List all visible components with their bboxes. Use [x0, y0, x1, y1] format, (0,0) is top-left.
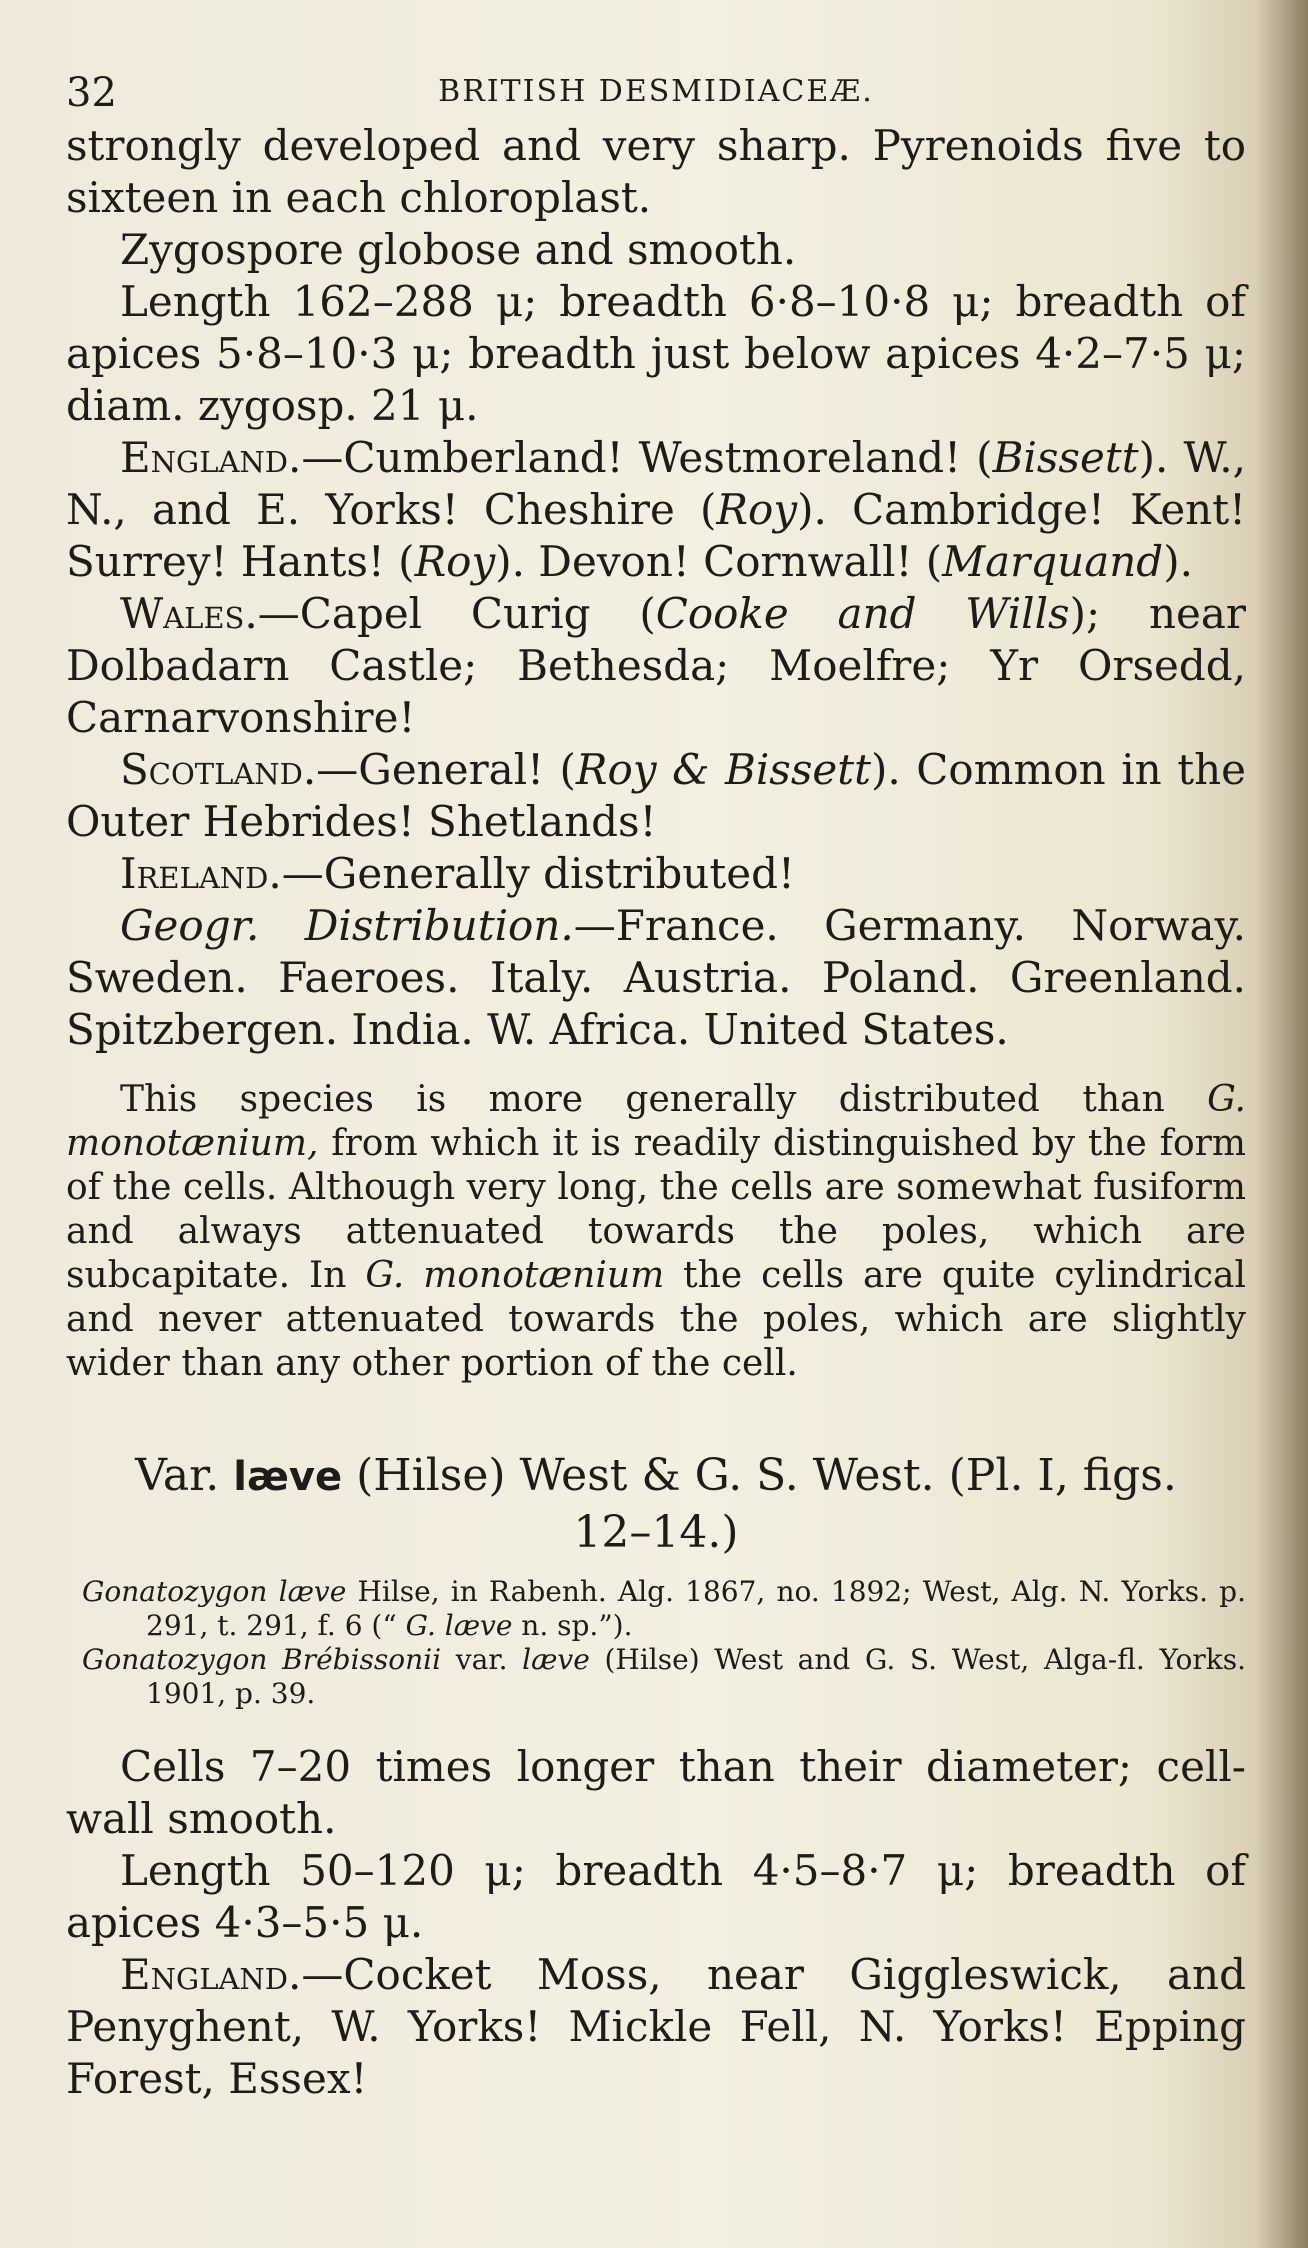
region-label-ireland: Ireland.	[120, 849, 282, 898]
variety-england-distribution	[66, 1949, 1246, 2105]
region-label-scotland: Scotland.	[120, 745, 317, 794]
england-text-d: ). Devon! Cornwall! (	[495, 537, 943, 586]
scotland-text-b: ). Common in the Outer Hebrides! Shetlands!	[66, 745, 1246, 846]
england-distribution	[66, 432, 1246, 588]
note-species-ref-2: G. monotænium	[365, 1255, 665, 1296]
note-text-b: from which it is readily distinguished by the form of the cells. Although very long, the cells are somewhat fusiform and always attenuated towards the poles, which are subcapitate. In	[66, 1123, 1246, 1296]
england-text-a: —Cumberland! Westmoreland! (	[301, 433, 993, 482]
synonym-1	[66, 1575, 1246, 1643]
variety-description: Cells 7–20 times longer than their diameter; cell-wall smooth.	[66, 1742, 1246, 1843]
variety-heading	[106, 1448, 1206, 1561]
note-text-a: This species is more generally distributed than	[120, 1079, 1208, 1120]
collector-roy-2: Roy	[414, 537, 496, 586]
synonym-2-name: Gonatozygon Brébissonii	[82, 1643, 442, 1676]
synonym-1-text: Hilse, in Rabenh. Alg. 1867, no. 1892; West, Alg. N. Yorks. p. 291, t. 291, f. 6 (“	[146, 1575, 1246, 1642]
geogr-label: Geogr. Distribution.	[120, 901, 574, 950]
variety-suffix: (Hilse) West & G. S. West. (Pl. I, figs. 12–14.)	[342, 1450, 1177, 1558]
synonym-2-mid: var.	[441, 1643, 523, 1676]
variety-region-label-england: England.	[120, 1950, 302, 1999]
variety-measurements: Length 50–120 μ; breadth 4·5–8·7 μ; breadth of apices 4·3–5·5 μ.	[66, 1846, 1246, 1947]
scotland-text-a: —General! (	[316, 745, 576, 794]
wales-distribution	[66, 588, 1246, 744]
variety-name: læve	[233, 1454, 343, 1500]
collector-marquand: Marquand	[942, 537, 1164, 586]
page-number: 32	[66, 70, 117, 116]
england-text-c: ). Cambridge! Kent! Surrey! Hants! (	[66, 485, 1246, 586]
synonym-2-text: (Hilse) West and G. S. West, Alga-fl. Yorks. 1901, p. 39.	[146, 1643, 1246, 1710]
wales-text-b: ); near Dolbadarn Castle; Bethesda; Moelfre; Yr Orsedd, Carnarvonshire!	[66, 589, 1246, 742]
page-content	[66, 60, 1246, 2105]
measurements: Length 162–288 μ; breadth 6·8–10·8 μ; breadth of apices 5·8–10·3 μ; breadth just below apices 4·2–7·5 μ; diam. zygosp. 21 μ.	[66, 277, 1246, 430]
variety-prefix: Var.	[135, 1450, 234, 1501]
variety-england-text: —Cocket Moss, near Giggleswick, and Penyghent, W. Yorks! Mickle Fell, N. Yorks! Epping Forest, Essex!	[66, 1950, 1246, 2103]
region-label-wales: Wales.	[120, 589, 258, 638]
collector-bissett: Bissett	[992, 433, 1139, 482]
region-label-england: England.	[120, 433, 302, 482]
note-species-ref-1: G. monotænium,	[66, 1079, 1246, 1164]
wales-text-a: —Capel Curig (	[257, 589, 656, 638]
ireland-text: —Generally distributed!	[281, 849, 795, 898]
running-title: BRITISH DESMIDIACEÆ.	[438, 74, 874, 109]
synonym-2-italic: læve	[522, 1643, 590, 1676]
zygospore-description: Zygospore globose and smooth.	[120, 225, 797, 274]
england-text-b: ). W., N., and E. Yorks! Cheshire (	[66, 433, 1246, 534]
species-note	[66, 1078, 1246, 1386]
description-continuation: strongly developed and very sharp. Pyrenoids five to sixteen in each chloroplast.	[66, 121, 1246, 222]
collector-roy: Roy	[716, 485, 798, 534]
ireland-distribution	[66, 848, 1246, 900]
geographic-distribution	[66, 900, 1246, 1056]
page-header	[66, 60, 1246, 120]
collector-cooke-wills: Cooke and Wills	[655, 589, 1070, 638]
collector-roy-bissett: Roy & Bissett	[575, 745, 872, 794]
synonym-1-italic: G. læve	[396, 1609, 513, 1642]
scotland-distribution	[66, 744, 1246, 848]
synonym-1-end: n. sp.”).	[512, 1609, 633, 1642]
geogr-text: —France. Germany. Norway. Sweden. Faeroes. Italy. Austria. Poland. Greenland. Spitzbergen. India. W. Africa. United States.	[66, 901, 1246, 1054]
england-text-e: ).	[1163, 537, 1193, 586]
spacer	[66, 1711, 1246, 1741]
synonym-1-name: Gonatozygon læve	[82, 1575, 347, 1608]
synonym-2	[66, 1643, 1246, 1711]
note-text-c: the cells are quite cylindrical and never attenuated towards the poles, which are slightly wider than any other portion of the cell.	[66, 1255, 1247, 1384]
